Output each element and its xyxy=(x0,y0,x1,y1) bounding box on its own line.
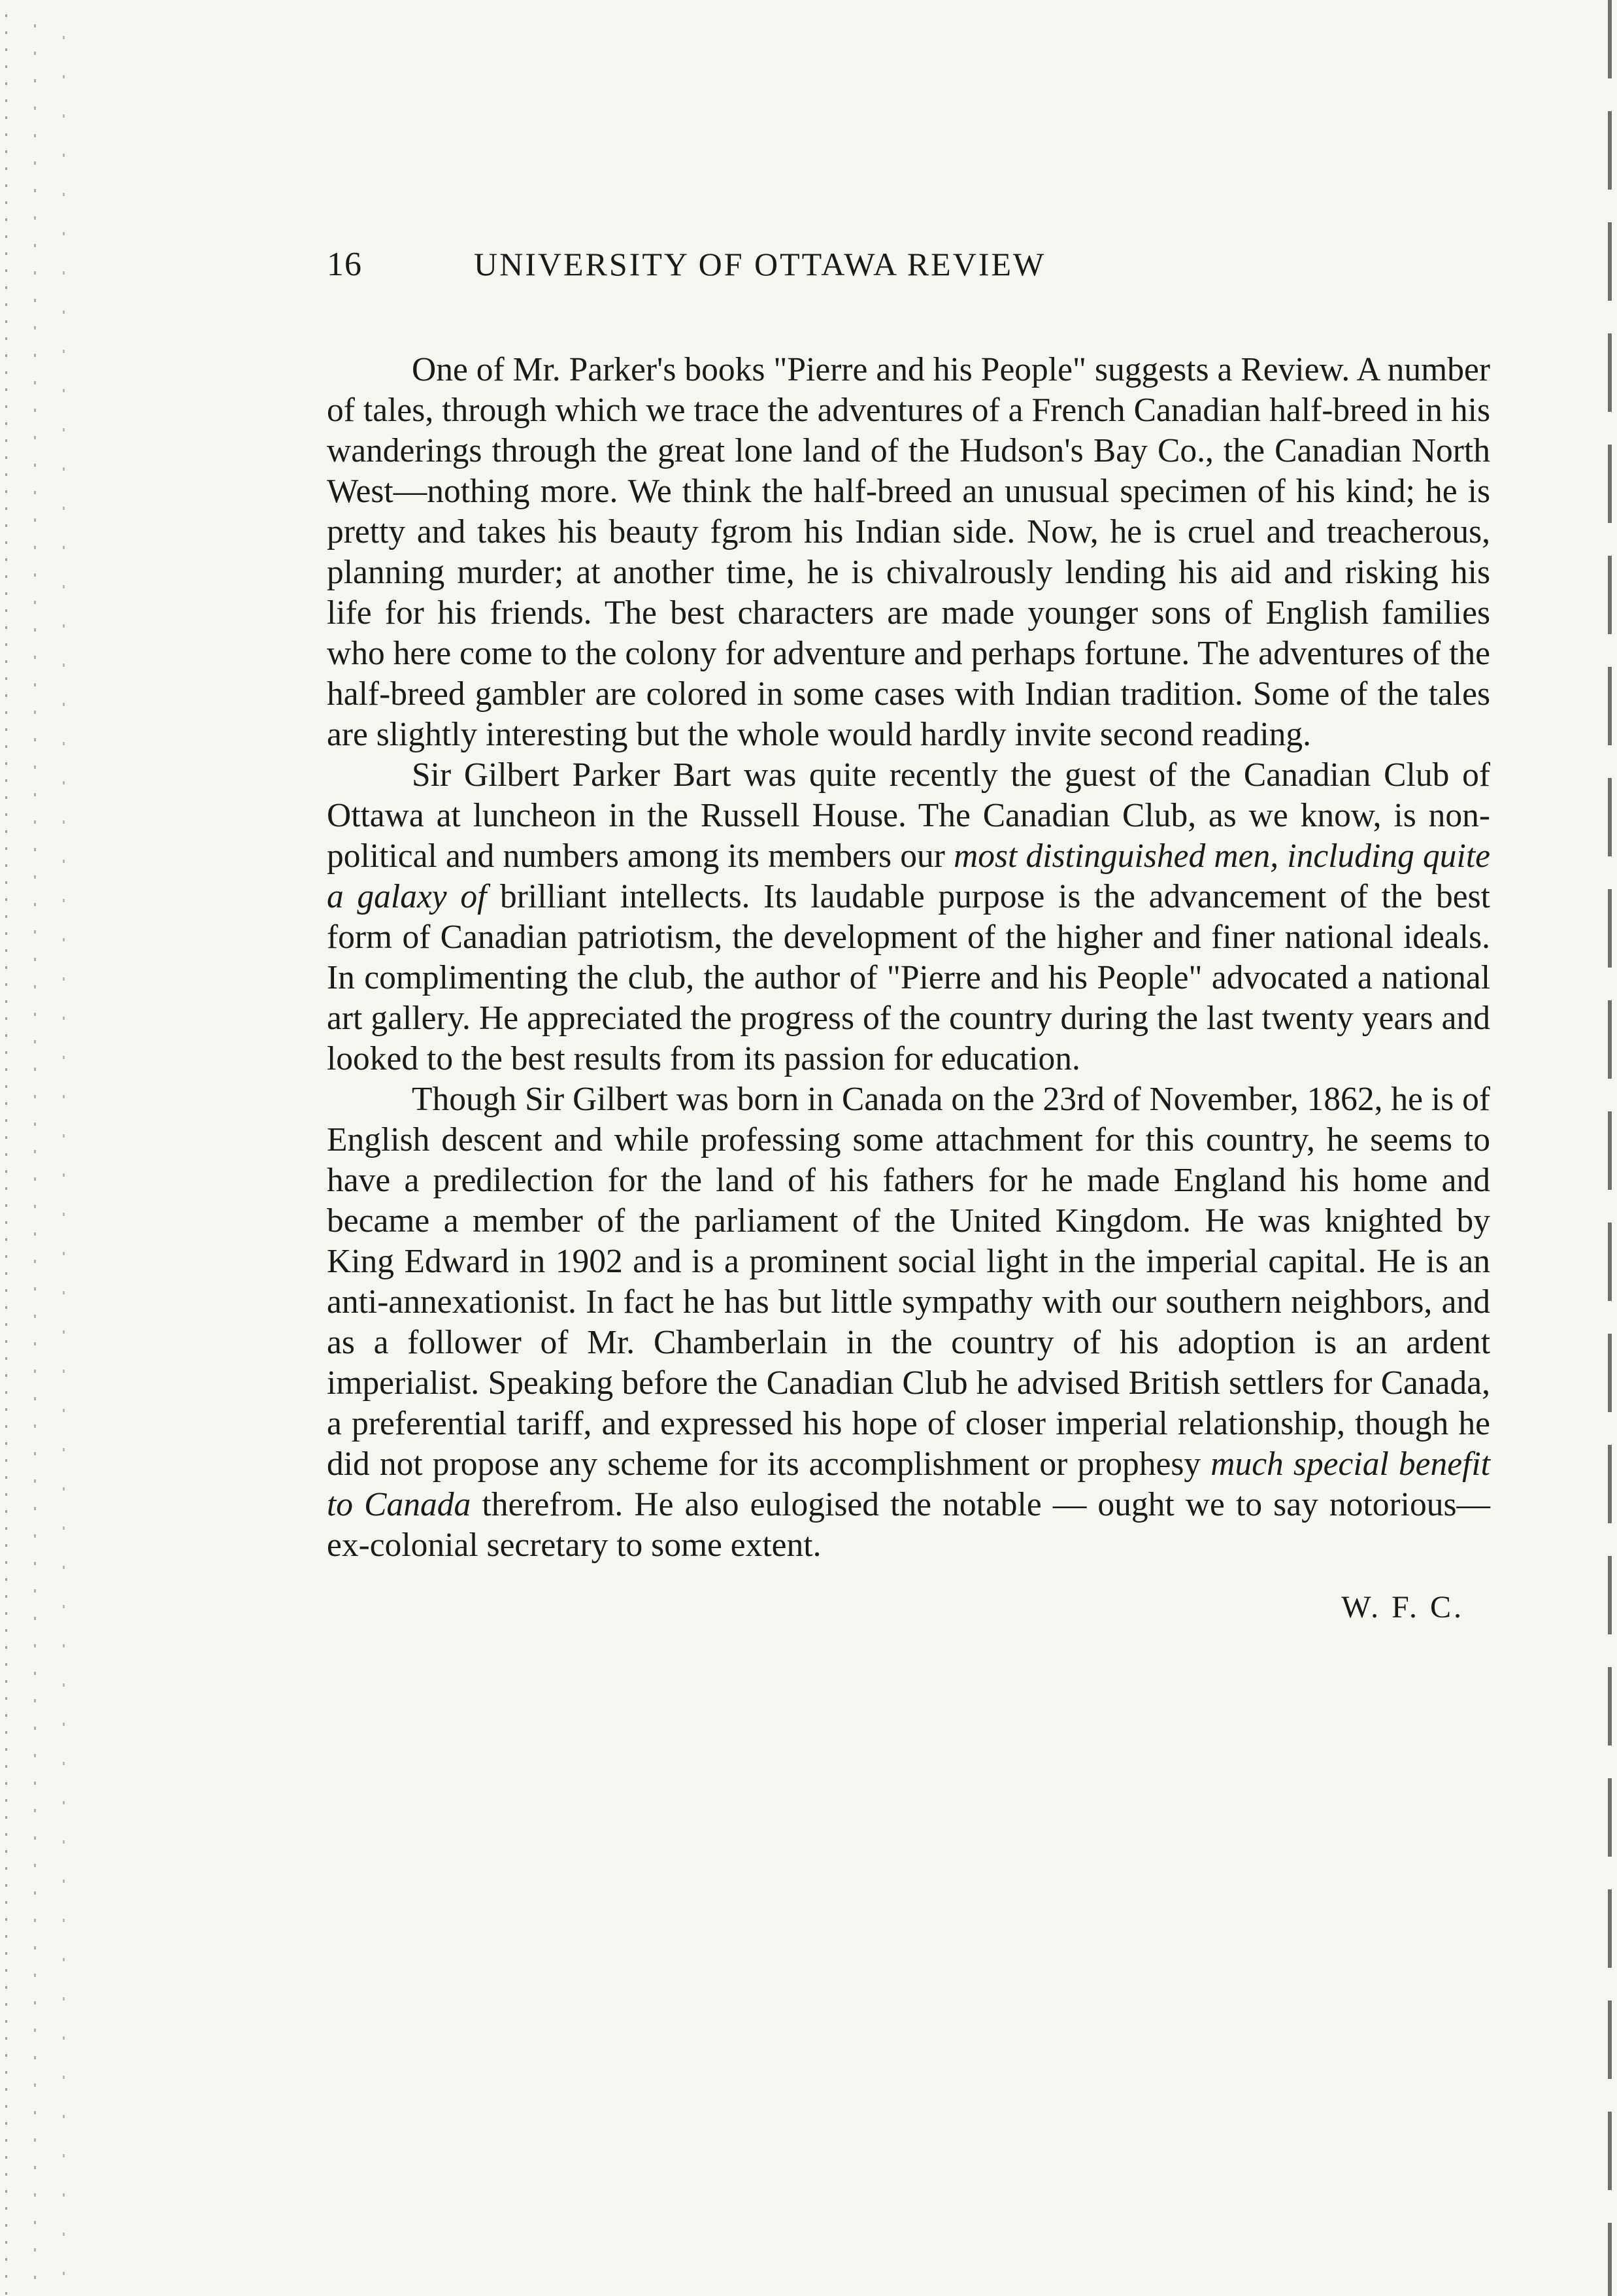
page-number: 16 xyxy=(327,246,362,283)
paragraph-1 xyxy=(327,350,1490,755)
article-body xyxy=(327,350,1490,1566)
paragraph-1-text: One of Mr. Parker's books "Pierre and his People" suggests a Review. A number of tales, through which we trace the adventures of a French Canadian half-breed in his wanderings through the great lone land of the Hudson's Bay Co., the Canadian North West—nothing more. We think the half-breed an unusual specimen of his kind; he is pretty and takes his beauty fgrom his Indian side. Now, he is cruel and treacherous, planning murder; at another time, he is chivalrously lending his aid and risking his life for his friends. The best characters are made younger sons of English families who here come to the colony for adventure and perhaps fortune. The adventures of the half-breed gambler are colored in some cases with Indian tradition. Some of the tales are slightly interesting but the whole would hardly invite second reading. xyxy=(327,351,1490,753)
journal-title: UNIVERSITY OF OTTAWA REVIEW xyxy=(474,246,1046,282)
author-signature: W. F. C. xyxy=(1341,1590,1464,1625)
running-head xyxy=(327,245,1490,297)
paragraph-3-text-after: therefrom. He also eulogised the notable — ought we to say notorious—ex-colonial secretary to some extent. xyxy=(327,1486,1490,1564)
scan-edge-artifact-left xyxy=(0,0,98,2296)
paragraph-3-text-before: Though Sir Gilbert was born in Canada on the 23rd of November, 1862, he is of English descent and while professing some attachment for this country, he seems to have a predilection for the land of his fathers for he made England his home and became a member of the parliament of the United Kingdom. He was knighted by King Edward in 1902 and is a prominent social light in the imperial capital. He is an anti-annexationist. In fact he has but little sympathy with our southern neighbors, and as a follower of Mr. Chamberlain in the country of his adoption is an ardent imperialist. Speaking before the Canadian Club he advised British settlers for Canada, a preferential tariff, and expressed his hope of closer imperial relationship, though he did not propose any scheme for its accomplishment or prophesy xyxy=(327,1081,1490,1483)
paragraph-2-text-before: Sir Gilbert Parker Bart was quite recently the guest of the Canadian Club of Ottawa at luncheon in the Russell House. The Canadian Club, as we know, is non-political and numbers among its members our xyxy=(327,756,1490,875)
scan-edge-artifact-right xyxy=(1608,0,1612,2296)
paragraph-2-text-after: brilliant intellects. Its laudable purpose is the advancement of the best form of Canadian patriotism, the development of the higher and finer national ideals. In complimenting the club, the author of "Pierre and his People" advocated a national art gallery. He appreciated the progress of the country during the last twenty years and looked to the best results from its passion for education. xyxy=(327,878,1490,1077)
paragraph-2-italic: most distinguished men, including quite a galaxy of xyxy=(327,837,1490,915)
paragraph-2 xyxy=(327,755,1490,1079)
page-content xyxy=(327,245,1490,1625)
paragraph-3 xyxy=(327,1079,1490,1566)
paragraph-3-italic: much special benefit to Canada xyxy=(327,1445,1490,1523)
